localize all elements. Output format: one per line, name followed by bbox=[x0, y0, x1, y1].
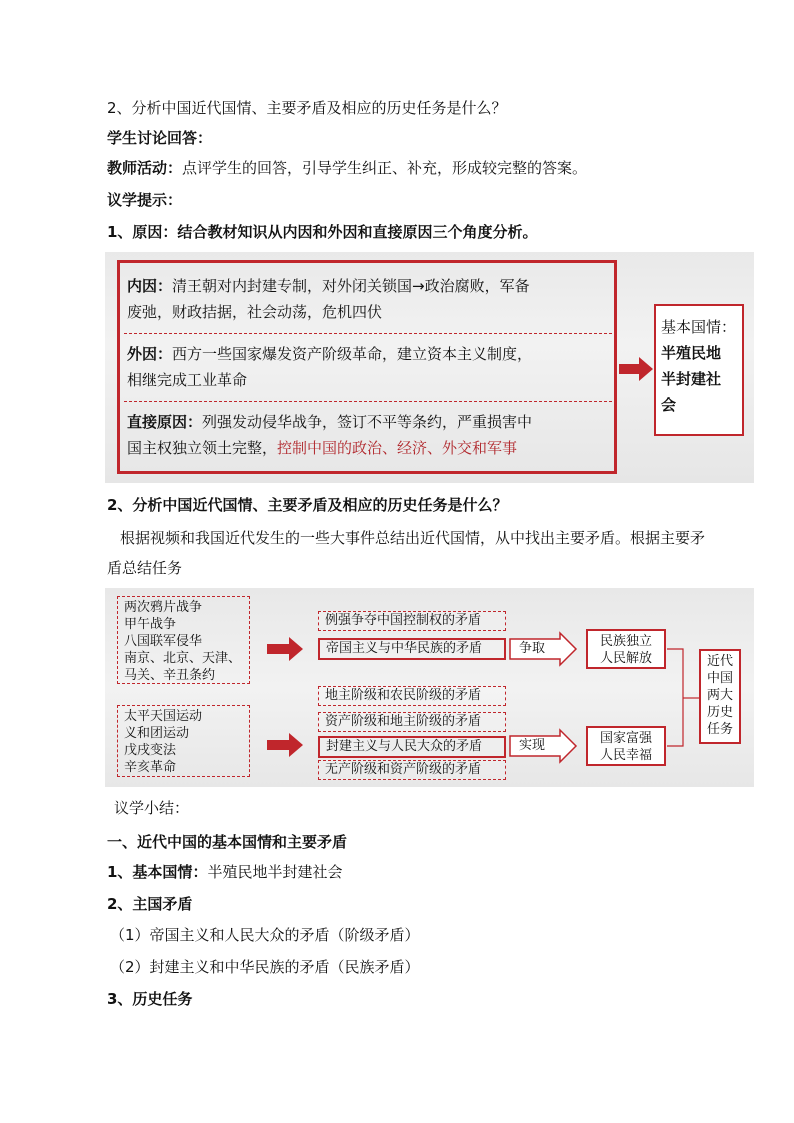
main-contradiction-heading: 2、主国矛盾 bbox=[107, 895, 193, 913]
divider bbox=[124, 333, 612, 334]
external-cause bbox=[127, 341, 608, 393]
event-item: 义和团运动 bbox=[124, 726, 190, 741]
basic-condition-line: 半封建社 bbox=[661, 370, 722, 388]
direct-cause bbox=[127, 409, 608, 461]
task-text: 中国 bbox=[706, 671, 733, 686]
question-heading-2: 2、分析中国近代国情、主要矛盾及相应的历史任务是什么？ bbox=[107, 496, 508, 514]
causes-diagram bbox=[105, 252, 754, 483]
summary-label: 议学小结： bbox=[114, 799, 190, 817]
basic-condition-line: 半殖民地 bbox=[661, 344, 722, 362]
basic-condition-line: 会 bbox=[661, 396, 677, 414]
contradiction-item: （2）封建主义和中华民族的矛盾（民族矛盾） bbox=[110, 958, 420, 976]
goal-text: 人民解放 bbox=[599, 651, 652, 666]
paragraph-line: 盾总结任务 bbox=[107, 559, 183, 577]
arrow-right-icon bbox=[619, 356, 653, 382]
basic-condition-label: 1、基本国情： bbox=[107, 863, 208, 881]
arrow-right-icon bbox=[267, 733, 303, 757]
basic-condition-label: 基本国情： bbox=[661, 318, 737, 336]
event-item: 戊戌变法 bbox=[124, 743, 177, 758]
external-cause-label: 外因： bbox=[127, 345, 173, 363]
goal-text: 人民幸福 bbox=[599, 748, 652, 763]
direct-cause-highlight: 控制中国的政治、经济、外交和军事 bbox=[277, 439, 518, 457]
internal-cause-line1: 清王朝对内封建专制，对外闭关锁国→政治腐败，军备 bbox=[172, 277, 530, 295]
contradiction-box: 资产阶级和地主阶级的矛盾 bbox=[318, 712, 506, 732]
divider bbox=[124, 401, 612, 402]
contradiction-box: 例强争夺中国控制权的矛盾 bbox=[318, 611, 506, 631]
event-item: 辛亥革命 bbox=[124, 760, 177, 775]
event-item: 太平天国运动 bbox=[124, 709, 203, 724]
external-cause-line2: 相继完成工业革命 bbox=[127, 371, 248, 389]
goal-text: 国家富强 bbox=[599, 731, 652, 746]
causes-frame bbox=[117, 260, 617, 474]
task-text: 历史 bbox=[706, 705, 733, 720]
contradiction-box: 地主阶级和农民阶级的矛盾 bbox=[318, 686, 506, 706]
main-contradiction-box: 封建主义与人民大众的矛盾 bbox=[318, 736, 506, 758]
realize-label: 实现 bbox=[519, 738, 546, 753]
internal-cause-label: 内因： bbox=[127, 277, 173, 295]
direct-cause-line1: 列强发动侵华战争，签订不平等条约，严重损害中 bbox=[202, 413, 533, 431]
internal-cause bbox=[127, 273, 608, 325]
teacher-activity bbox=[107, 158, 587, 178]
task-text: 两大 bbox=[706, 688, 733, 703]
contradiction-box: 无产阶级和资产阶级的矛盾 bbox=[318, 760, 506, 780]
task-text: 近代 bbox=[706, 654, 733, 669]
student-discussion-label: 学生讨论回答： bbox=[107, 129, 213, 147]
teacher-activity-text: 点评学生的回答，引导学生纠正、补充，形成较完整的答案。 bbox=[182, 159, 588, 177]
event-item: 两次鸦片战争 bbox=[124, 600, 203, 615]
task-text: 任务 bbox=[706, 722, 733, 737]
event-item: 甲午战争 bbox=[124, 617, 177, 632]
goal-box-prosperity bbox=[586, 726, 666, 766]
strive-label: 争取 bbox=[519, 641, 546, 656]
teacher-activity-label: 教师活动： bbox=[107, 159, 183, 177]
main-contradiction-box: 帝国主义与中华民族的矛盾 bbox=[318, 638, 506, 660]
paragraph-line: 根据视频和我国近代发生的一些大事件总结出近代国情，从中找出主要矛盾。根据主要矛 bbox=[120, 529, 706, 547]
basic-condition-text: 半殖民地半封建社会 bbox=[207, 863, 343, 881]
reason-heading: 1、原因：结合教材知识从内因和外因和直接原因三个角度分析。 bbox=[107, 223, 538, 241]
event-item: 八国联军侵华 bbox=[124, 634, 203, 649]
hint-label: 议学提示： bbox=[107, 191, 183, 209]
contradiction-item: （1）帝国主义和人民大众的矛盾（阶级矛盾） bbox=[110, 926, 420, 944]
event-item: 马关、辛丑条约 bbox=[124, 668, 216, 683]
basic-condition-box bbox=[654, 304, 744, 436]
section-heading: 一、近代中国的基本国情和主要矛盾 bbox=[107, 833, 348, 851]
goal-box-independence bbox=[586, 629, 666, 669]
direct-cause-label: 直接原因： bbox=[127, 413, 203, 431]
goal-text: 民族独立 bbox=[599, 634, 652, 649]
arrow-right-icon bbox=[267, 637, 303, 661]
question-heading-1: 2、分析中国近代国情、主要矛盾及相应的历史任务是什么？ bbox=[107, 99, 507, 117]
internal-cause-line2: 废弛，财政拮据，社会动荡，危机四伏 bbox=[127, 303, 383, 321]
historical-task-heading: 3、历史任务 bbox=[107, 990, 193, 1008]
historical-task-box bbox=[699, 649, 741, 744]
direct-cause-line2: 国主权独立领土完整， bbox=[127, 439, 278, 457]
contradictions-diagram bbox=[105, 588, 754, 787]
external-cause-line1: 西方一些国家爆发资产阶级革命，建立资本主义制度， bbox=[172, 345, 533, 363]
basic-condition-line bbox=[107, 862, 342, 882]
event-item: 南京、北京、天津、 bbox=[124, 651, 242, 666]
